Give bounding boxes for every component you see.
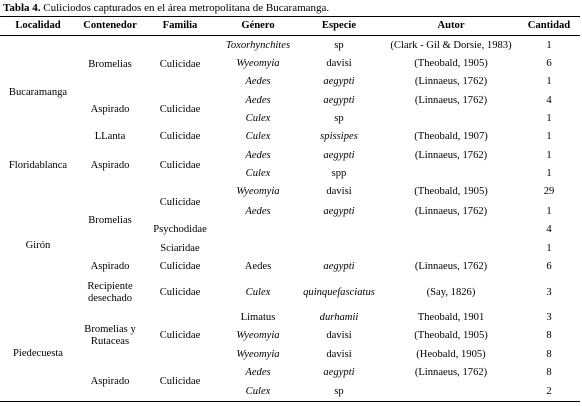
cantidad-cell: 1 <box>546 76 552 87</box>
genero-cell: Wyeomyia <box>236 186 280 197</box>
autor-cell: (Linnaeus, 1762) <box>414 367 488 378</box>
especie-cell: durhamii <box>319 312 359 323</box>
cantidad-cell: 3 <box>546 312 552 323</box>
especie-cell: quinquefasciatus <box>303 287 375 298</box>
familia-cell: Culicidae <box>159 197 201 208</box>
genero-cell: Aedes <box>245 150 271 161</box>
genero-cell: Culex <box>245 386 271 397</box>
cantidad-cell: 8 <box>546 330 552 341</box>
contenedor-cell: desechado <box>87 293 133 304</box>
localidad-cell: Piedecuesta <box>12 348 64 359</box>
especie-cell: aegypti <box>323 95 355 106</box>
especie-cell: spp <box>331 168 347 179</box>
familia-cell: Culicidae <box>159 376 201 387</box>
contenedor-cell: Bromelias y <box>84 324 136 335</box>
autor-cell: (Clark - Gil & Dorsie, 1983) <box>390 40 512 51</box>
cantidad-cell: 1 <box>546 113 552 124</box>
header-especie: Especie <box>321 20 357 31</box>
genero-cell: Culex <box>245 287 271 298</box>
autor-cell: (Theobald, 1907) <box>414 131 488 142</box>
genero-cell: Wyeomyia <box>236 58 280 69</box>
genero-cell: Culex <box>245 131 271 142</box>
contenedor-cell: Bromelias <box>88 59 132 70</box>
autor-cell: (Heobald, 1905) <box>416 349 486 360</box>
cantidad-cell: 1 <box>546 131 552 142</box>
contenedor-cell: LLanta <box>94 131 126 142</box>
especie-cell: sp <box>334 386 344 397</box>
genero-cell: Wyeomyia <box>236 330 280 341</box>
familia-cell: Culicidae <box>159 104 201 115</box>
especie-cell: aegypti <box>323 206 355 217</box>
contenedor-cell: Recipiente <box>87 281 133 292</box>
contenedor-cell: Aspirado <box>90 376 130 387</box>
bottom-rule <box>0 401 580 402</box>
genero-cell: Wyeomyia <box>236 349 280 360</box>
genero-cell: Aedes <box>245 206 271 217</box>
autor-cell: (Linnaeus, 1762) <box>414 76 488 87</box>
genero-cell: Aedes <box>245 76 271 87</box>
familia-cell: Culicidae <box>159 261 201 272</box>
especie-cell: aegypti <box>323 367 355 378</box>
familia-cell: Culicidae <box>159 131 201 142</box>
contenedor-cell: Bromelias <box>88 215 132 226</box>
contenedor-cell: Aspirado <box>90 104 130 115</box>
familia-cell: Sciaridae <box>160 243 200 254</box>
localidad-cell: Floridablanca <box>8 160 68 171</box>
autor-cell: (Linnaeus, 1762) <box>414 261 488 272</box>
especie-cell: davisi <box>326 349 352 360</box>
especie-cell: sp <box>334 113 344 124</box>
autor-cell: (Linnaeus, 1762) <box>414 206 488 217</box>
genero-cell: Aedes <box>244 261 272 272</box>
genero-cell: Toxorhynchites <box>225 40 291 51</box>
familia-cell: Culicidae <box>159 160 201 171</box>
contenedor-cell: Aspirado <box>90 261 130 272</box>
autor-cell: Theobald, 1901 <box>417 312 485 323</box>
autor-cell: (Linnaeus, 1762) <box>414 150 488 161</box>
header-contenedor: Contenedor <box>83 20 137 31</box>
header-rule <box>0 35 580 36</box>
especie-cell: spissipes <box>320 131 358 142</box>
contenedor-cell: Rutaceas <box>90 336 130 347</box>
header-familia: Familia <box>162 20 198 31</box>
caption-label: Tabla 4. <box>3 2 41 14</box>
genero-cell: Limatus <box>240 312 276 323</box>
localidad-cell: Bucaramanga <box>8 87 68 98</box>
genero-cell: Aedes <box>245 95 271 106</box>
cantidad-cell: 1 <box>546 168 552 179</box>
caption-text: Culiciodos capturados en el área metropolitana de Bucaramanga. <box>40 2 330 14</box>
cantidad-cell: 3 <box>546 287 552 298</box>
familia-cell: Culicidae <box>159 330 201 341</box>
header-localidad: Localidad <box>15 20 61 31</box>
cantidad-cell: 8 <box>546 367 552 378</box>
genero-cell: Aedes <box>245 367 271 378</box>
especie-cell: aegypti <box>323 150 355 161</box>
especie-cell: davisi <box>326 330 352 341</box>
contenedor-cell: Aspirado <box>90 160 130 171</box>
cantidad-cell: 29 <box>543 186 555 197</box>
cantidad-cell: 2 <box>546 386 552 397</box>
header-autor: Autor <box>437 20 465 31</box>
cantidad-cell: 8 <box>546 349 552 360</box>
cantidad-cell: 4 <box>546 224 552 235</box>
localidad-cell: Girón <box>25 240 51 251</box>
especie-cell: davisi <box>326 58 352 69</box>
autor-cell: (Theobald, 1905) <box>414 186 488 197</box>
autor-cell: (Theobald, 1905) <box>414 330 488 341</box>
autor-cell: (Say, 1826) <box>426 287 476 298</box>
genero-cell: Culex <box>245 168 271 179</box>
cantidad-cell: 1 <box>546 206 552 217</box>
cantidad-cell: 1 <box>546 150 552 161</box>
cantidad-cell: 6 <box>546 261 552 272</box>
cantidad-cell: 6 <box>546 58 552 69</box>
autor-cell: (Linnaeus, 1762) <box>414 95 488 106</box>
especie-cell: davisi <box>326 186 352 197</box>
cantidad-cell: 1 <box>546 40 552 51</box>
familia-cell: Psychodidae <box>153 224 207 235</box>
especie-cell: aegypti <box>323 76 355 87</box>
autor-cell: (Theobald, 1905) <box>414 58 488 69</box>
familia-cell: Culicidae <box>159 287 201 298</box>
especie-cell: aegypti <box>323 261 355 272</box>
header-cantidad: Cantidad <box>527 20 571 31</box>
table-caption <box>3 2 329 14</box>
top-rule <box>0 16 580 17</box>
familia-cell: Culicidae <box>159 59 201 70</box>
especie-cell: sp <box>334 40 344 51</box>
header-genero: Género <box>241 20 275 31</box>
cantidad-cell: 1 <box>546 243 552 254</box>
genero-cell: Culex <box>245 113 271 124</box>
cantidad-cell: 4 <box>546 95 552 106</box>
